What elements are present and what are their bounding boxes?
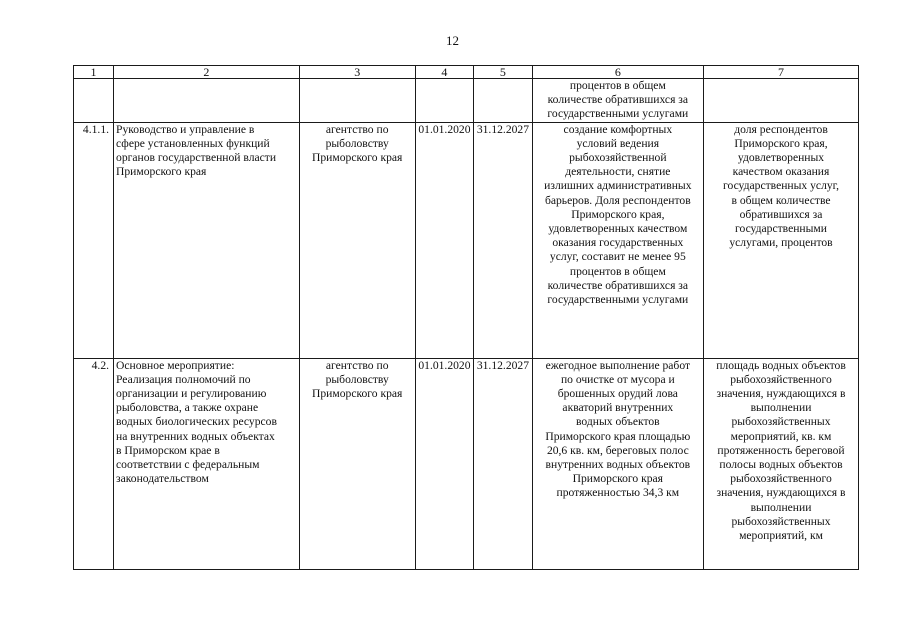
cell-end	[474, 79, 532, 123]
cell-result: ежегодное выполнение работ по очистке от мусора и брошенных орудий лова акваторий внутренних водных объектов Приморского края площадью 20,6 кв. км, береговых полос внутренних водных объектов Приморского края протяженностью 34,3 км	[532, 358, 703, 569]
table-row	[74, 358, 859, 569]
cell-name	[114, 79, 300, 123]
cell-executor	[299, 79, 415, 123]
cell-name: Руководство и управление в сфере установленных функций органов государственной власти Приморского края	[114, 122, 300, 358]
cell-executor: агентство по рыболовству Приморского края	[299, 122, 415, 358]
cell-result: создание комфортных условий ведения рыбохозяйственной деятельности, снятие излишних административных барьеров. Доля респондентов Приморского края, удовлетворенных качеством оказания государственных услуг, составит не менее 95 процентов в общем количестве обратившихся за государственными услугами	[532, 122, 703, 358]
column-header-3: 3	[299, 66, 415, 79]
cell-start	[415, 79, 473, 123]
column-header-6: 6	[532, 66, 703, 79]
column-header-1: 1	[74, 66, 114, 79]
table-row-continuation	[74, 79, 859, 123]
cell-start: 01.01.2020	[415, 358, 473, 569]
cell-end: 31.12.2027	[474, 122, 532, 358]
table-row	[74, 122, 859, 358]
column-header-5: 5	[474, 66, 532, 79]
cell-num	[74, 79, 114, 123]
cell-num: 4.2.	[74, 358, 114, 569]
cell-start: 01.01.2020	[415, 122, 473, 358]
cell-result: процентов в общем количестве обратившихся за государственными услугами	[532, 79, 703, 123]
column-header-4: 4	[415, 66, 473, 79]
cell-indicator: площадь водных объектов рыбохозяйственного значения, нуждающихся в выполнении рыбохозяйственных мероприятий, кв. км протяженность береговой полосы водных объектов рыбохозяйственного значения, нуждающихся в выполнении рыбохозяйственных мероприятий, км	[704, 358, 859, 569]
cell-indicator	[704, 79, 859, 123]
cell-executor: агентство по рыболовству Приморского края	[299, 358, 415, 569]
column-header-7: 7	[704, 66, 859, 79]
page-number: 12	[446, 33, 459, 48]
cell-name: Основное мероприятие: Реализация полномочий по организации и регулированию рыболовства, а также охране водных биологических ресурсов на внутренних водных объектах в Приморском крае в соответствии с федеральным законодательством	[114, 358, 300, 569]
program-table	[73, 65, 859, 570]
cell-indicator: доля респондентов Приморского края, удовлетворенных качеством оказания государственных услуг, в общем количестве обратившихся за государственными услугами, процентов	[704, 122, 859, 358]
table-header-row	[74, 66, 859, 79]
column-header-2: 2	[114, 66, 300, 79]
cell-num: 4.1.1.	[74, 122, 114, 358]
cell-end: 31.12.2027	[474, 358, 532, 569]
